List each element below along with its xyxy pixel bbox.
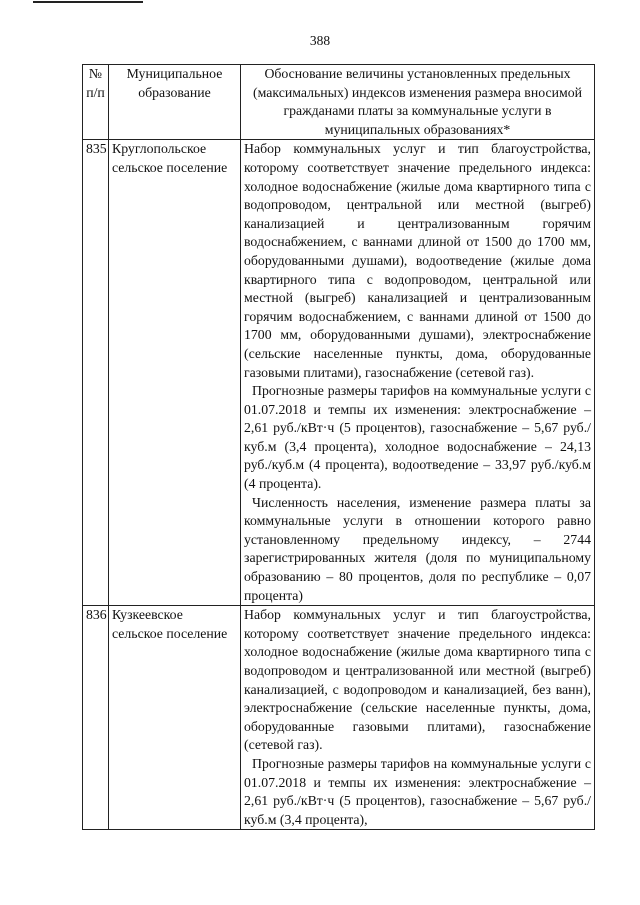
table-row [83,140,595,606]
justification-paragraph: Набор коммунальных услуг и тип благоустройства, которому соответствует значение предельного индекса: холодное водоснабжение (жилые дома квартирного типа с водопроводом и централизованной или местной (выгреб) канализацией, с водопроводом и канализацией, без ванн), электроснабжение (сельские населенные пункты, дома, оборудованные газовыми плитами), газоснабжение (сетевой газ). [244,607,591,753]
row-municipality: Кузкеевское сельское поселение [109,606,241,830]
row-justification [241,606,595,830]
justification-paragraph: Прогнозные размеры тарифов на коммунальные услуги с 01.07.2018 и темпы их изменения: электроснабжение – 2,61 руб./кВт·ч (5 процентов), газоснабжение – 5,67 руб./куб.м (3,4 процента), холодное водоснабжение – 24,13 руб./куб.м (4 процента), водоотведение – 33,97 руб./куб.м (4 процента). [244,383,591,492]
justification-paragraph: Численность населения, изменение размера платы за коммунальные услуги в отношении которого равно установленному предельному индексу, – 2744 зарегистрированных жителя (доля по муниципальному образованию – 80 процентов, доля по республике – 0,07 процента) [244,494,591,603]
row-number: 835 [83,140,109,606]
top-rule [33,1,143,3]
justification-paragraph: Набор коммунальных услуг и тип благоустройства, которому соответствует значение предельного индекса: холодное водоснабжение (жилые дома квартирного типа с водопроводом, центральной или местной (выгреб) канализацией и централизованным горячим водоснабжением, с ваннами длиной от 1500 до 1700 мм, оборудованными душами), водоотведение (жилые дома квартирного типа с водопроводом, центральной или местной (выгреб) канализацией и централизованным горячим водоснабжением, с ваннами длиной от 1500 до 1700 мм, оборудованными душами), электроснабжение (сельские населенные пункты, дома, оборудованные газовыми плитами), газоснабжение (сетевой газ). [244,141,591,380]
tariff-table [82,64,595,830]
row-municipality: Круглопольское сельское поселение [109,140,241,606]
table-row [83,606,595,830]
table-header-row [83,65,595,140]
page-number: 388 [309,33,331,48]
header-number: № п/п [83,65,109,140]
header-municipality: Муниципальное образование [109,65,241,140]
header-justification: Обоснование величины установленных предельных (максимальных) индексов изменения размера вносимой гражданами платы за коммунальные услуги в муниципальных образованиях* [241,65,595,140]
justification-paragraph: Прогнозные размеры тарифов на коммунальные услуги с 01.07.2018 и темпы их изменения: электроснабжение – 2,61 руб./кВт·ч (5 процентов), газоснабжение – 5,67 руб./куб.м (3,4 процента), [244,755,591,827]
row-justification [241,140,595,606]
row-number: 836 [83,606,109,830]
